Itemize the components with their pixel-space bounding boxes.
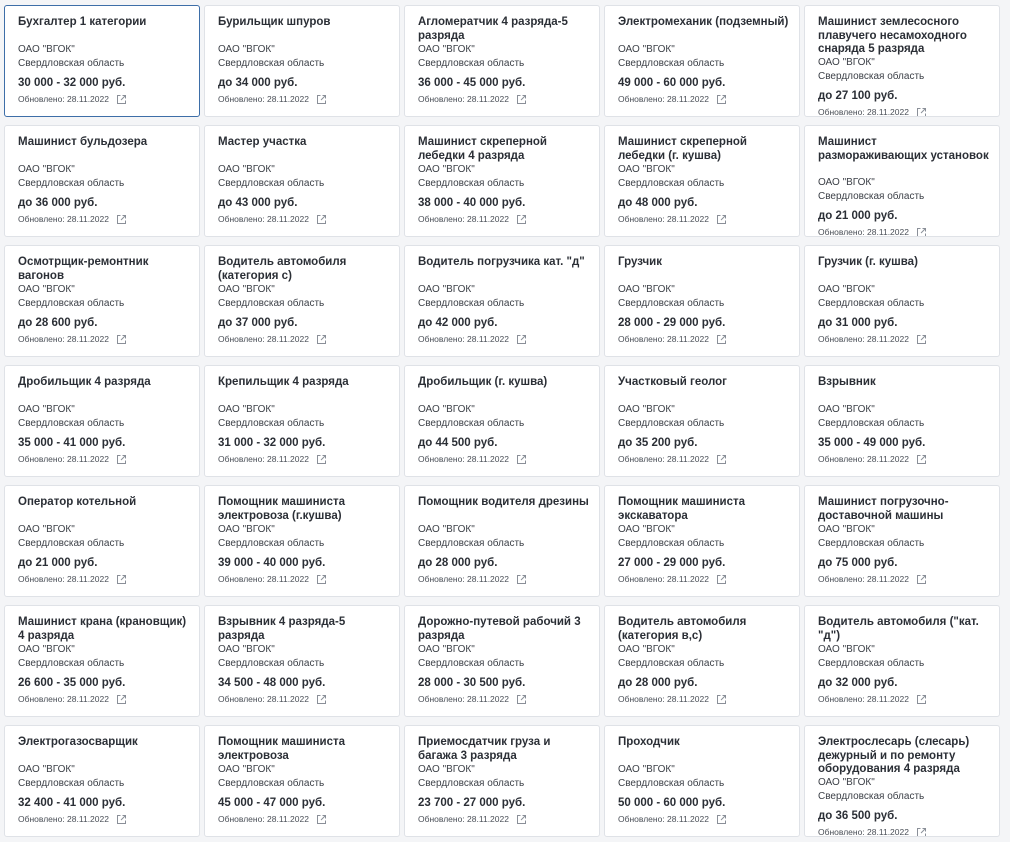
vacancy-title[interactable]: Приемосдатчик груза и багажа 3 разряда — [418, 736, 551, 762]
vacancy-card[interactable] — [804, 5, 1000, 117]
updated-row — [818, 694, 989, 705]
external-link-icon[interactable] — [916, 574, 927, 585]
vacancy-card[interactable] — [604, 365, 800, 477]
updated-row — [818, 107, 989, 117]
updated-row — [18, 694, 189, 705]
vacancy-title[interactable]: Оператор котельной — [18, 496, 137, 508]
vacancy-card[interactable] — [404, 485, 600, 597]
region: Свердловская область — [18, 657, 125, 669]
updated-date: Обновлено: 28.11.2022 — [218, 694, 309, 704]
updated-date: Обновлено: 28.11.2022 — [618, 334, 709, 344]
external-link-icon[interactable] — [316, 814, 327, 825]
company-name: ОАО "ВГОК" — [618, 764, 675, 775]
company-name: ОАО "ВГОК" — [18, 284, 75, 295]
salary: 32 400 - 41 000 руб. — [18, 797, 126, 809]
external-link-icon[interactable] — [316, 574, 327, 585]
external-link-icon[interactable] — [516, 694, 527, 705]
updated-date: Обновлено: 28.11.2022 — [18, 694, 109, 704]
updated-date: Обновлено: 28.11.2022 — [618, 454, 709, 464]
company-name: ОАО "ВГОК" — [18, 404, 75, 415]
region: Свердловская область — [618, 297, 725, 309]
updated-row — [418, 814, 589, 825]
salary: 31 000 - 32 000 руб. — [218, 437, 326, 449]
external-link-icon[interactable] — [716, 454, 727, 465]
updated-date: Обновлено: 28.11.2022 — [218, 214, 309, 224]
region: Свердловская область — [618, 537, 725, 549]
updated-date: Обновлено: 28.11.2022 — [818, 574, 909, 584]
salary: до 28 000 руб. — [618, 677, 698, 689]
vacancy-title[interactable]: Дробильщик 4 разряда — [18, 376, 151, 388]
updated-row — [218, 454, 389, 465]
vacancy-title[interactable]: Дробильщик (г. кушва) — [418, 376, 548, 388]
updated-date: Обновлено: 28.11.2022 — [218, 814, 309, 824]
updated-date: Обновлено: 28.11.2022 — [618, 94, 709, 104]
salary: до 44 500 руб. — [418, 437, 498, 449]
updated-row — [218, 94, 389, 105]
updated-row — [18, 814, 189, 825]
updated-date: Обновлено: 28.11.2022 — [818, 227, 909, 237]
company-name: ОАО "ВГОК" — [618, 284, 675, 295]
external-link-icon[interactable] — [316, 214, 327, 225]
updated-row — [418, 694, 589, 705]
salary: до 32 000 руб. — [818, 677, 898, 689]
updated-row — [818, 574, 989, 585]
salary: до 21 000 руб. — [18, 557, 98, 569]
vacancy-card[interactable] — [404, 605, 600, 717]
external-link-icon[interactable] — [716, 814, 727, 825]
external-link-icon[interactable] — [916, 454, 927, 465]
region: Свердловская область — [18, 57, 125, 69]
vacancy-title[interactable]: Водитель автомобиля (категория с) — [218, 256, 347, 282]
company-name: ОАО "ВГОК" — [818, 777, 875, 788]
vacancy-card[interactable] — [4, 245, 200, 357]
salary: 26 600 - 35 000 руб. — [18, 677, 126, 689]
salary: до 34 000 руб. — [218, 77, 298, 89]
external-link-icon[interactable] — [716, 334, 727, 345]
updated-date: Обновлено: 28.11.2022 — [18, 454, 109, 464]
external-link-icon[interactable] — [516, 334, 527, 345]
region: Свердловская область — [18, 777, 125, 789]
updated-row — [818, 827, 989, 837]
region: Свердловская область — [218, 537, 325, 549]
company-name: ОАО "ВГОК" — [418, 404, 475, 415]
updated-date: Обновлено: 28.11.2022 — [18, 214, 109, 224]
vacancy-card[interactable] — [804, 245, 1000, 357]
salary: 27 000 - 29 000 руб. — [618, 557, 726, 569]
external-link-icon[interactable] — [116, 94, 127, 105]
company-name: ОАО "ВГОК" — [218, 284, 275, 295]
updated-date: Обновлено: 28.11.2022 — [18, 334, 109, 344]
salary: до 43 000 руб. — [218, 197, 298, 209]
region: Свердловская область — [18, 177, 125, 189]
salary: 45 000 - 47 000 руб. — [218, 797, 326, 809]
region: Свердловская область — [618, 657, 725, 669]
company-name: ОАО "ВГОК" — [18, 44, 75, 55]
salary: до 75 000 руб. — [818, 557, 898, 569]
salary: 39 000 - 40 000 руб. — [218, 557, 326, 569]
external-link-icon[interactable] — [916, 107, 927, 117]
vacancy-title[interactable]: Машинист погрузочно-доставочной машины — [818, 496, 949, 522]
vacancy-title[interactable]: Проходчик — [618, 736, 680, 748]
vacancy-card[interactable] — [804, 365, 1000, 477]
region: Свердловская область — [18, 417, 125, 429]
updated-date: Обновлено: 28.11.2022 — [618, 574, 709, 584]
updated-date: Обновлено: 28.11.2022 — [418, 814, 509, 824]
vacancy-card[interactable] — [604, 125, 800, 237]
updated-row — [618, 694, 789, 705]
updated-row — [218, 214, 389, 225]
region: Свердловская область — [218, 297, 325, 309]
external-link-icon[interactable] — [916, 827, 927, 837]
region: Свердловская область — [218, 57, 325, 69]
vacancy-title[interactable]: Электромеханик (подземный) — [618, 16, 789, 28]
vacancy-card[interactable] — [804, 485, 1000, 597]
updated-date: Обновлено: 28.11.2022 — [18, 94, 109, 104]
vacancy-title[interactable]: Помощник водителя дрезины — [418, 496, 589, 508]
updated-date: Обновлено: 28.11.2022 — [18, 574, 109, 584]
region: Свердловская область — [818, 657, 925, 669]
region: Свердловская область — [418, 177, 525, 189]
vacancy-card[interactable] — [204, 605, 400, 717]
company-name: ОАО "ВГОК" — [418, 44, 475, 55]
region: Свердловская область — [418, 417, 525, 429]
vacancy-title[interactable]: Водитель автомобиля (категория в,с) — [618, 616, 747, 642]
vacancy-card[interactable] — [204, 725, 400, 837]
updated-row — [818, 227, 989, 237]
salary: 35 000 - 41 000 руб. — [18, 437, 126, 449]
vacancy-title[interactable]: Машинист землесосного плавучего несамоходного снаряда 5 разряда — [818, 16, 967, 55]
updated-row — [18, 214, 189, 225]
updated-date: Обновлено: 28.11.2022 — [218, 94, 309, 104]
salary: 34 500 - 48 000 руб. — [218, 677, 326, 689]
updated-date: Обновлено: 28.11.2022 — [418, 574, 509, 584]
salary: до 21 000 руб. — [818, 210, 898, 222]
vacancy-card[interactable] — [204, 5, 400, 117]
vacancy-card[interactable] — [4, 725, 200, 837]
updated-row — [618, 814, 789, 825]
external-link-icon[interactable] — [516, 454, 527, 465]
vacancy-card[interactable] — [4, 5, 200, 117]
company-name: ОАО "ВГОК" — [418, 284, 475, 295]
updated-date: Обновлено: 28.11.2022 — [418, 214, 509, 224]
updated-row — [218, 694, 389, 705]
vacancy-card[interactable] — [804, 725, 1000, 837]
salary: до 36 000 руб. — [18, 197, 98, 209]
vacancy-title[interactable]: Машинист скреперной лебедки (г. кушва) — [618, 136, 747, 162]
region: Свердловская область — [618, 57, 725, 69]
region: Свердловская область — [418, 57, 525, 69]
vacancy-card[interactable] — [604, 5, 800, 117]
updated-row — [418, 574, 589, 585]
company-name: ОАО "ВГОК" — [218, 404, 275, 415]
vacancy-title[interactable]: Взрывник — [818, 376, 876, 388]
updated-row — [618, 574, 789, 585]
vacancy-title[interactable]: Помощник машиниста электровоза — [218, 736, 346, 762]
vacancy-card[interactable] — [604, 485, 800, 597]
vacancy-card[interactable] — [404, 365, 600, 477]
updated-date: Обновлено: 28.11.2022 — [418, 454, 509, 464]
region: Свердловская область — [418, 777, 525, 789]
salary: до 28 600 руб. — [18, 317, 98, 329]
updated-row — [18, 454, 189, 465]
updated-date: Обновлено: 28.11.2022 — [218, 574, 309, 584]
external-link-icon[interactable] — [516, 574, 527, 585]
updated-date: Обновлено: 28.11.2022 — [818, 827, 909, 837]
external-link-icon[interactable] — [116, 694, 127, 705]
updated-row — [818, 334, 989, 345]
vacancy-card[interactable] — [804, 605, 1000, 717]
updated-row — [818, 454, 989, 465]
company-name: ОАО "ВГОК" — [218, 764, 275, 775]
vacancy-title[interactable]: Электрослесарь (слесарь) дежурный и по ремонту оборудования 4 разряда — [818, 736, 970, 775]
updated-date: Обновлено: 28.11.2022 — [218, 454, 309, 464]
company-name: ОАО "ВГОК" — [418, 164, 475, 175]
vacancy-card[interactable] — [604, 725, 800, 837]
company-name: ОАО "ВГОК" — [618, 164, 675, 175]
company-name: ОАО "ВГОК" — [218, 44, 275, 55]
external-link-icon[interactable] — [516, 814, 527, 825]
vacancy-title[interactable]: Агломератчик 4 разряда-5 разряда — [418, 16, 568, 42]
region: Свердловская область — [18, 537, 125, 549]
region: Свердловская область — [818, 790, 925, 802]
region: Свердловская область — [218, 417, 325, 429]
updated-date: Обновлено: 28.11.2022 — [818, 694, 909, 704]
vacancy-title[interactable]: Машинист скреперной лебедки 4 разряда — [418, 136, 547, 162]
salary: до 48 000 руб. — [618, 197, 698, 209]
vacancy-title[interactable]: Машинист размораживающих установок — [818, 136, 989, 162]
updated-date: Обновлено: 28.11.2022 — [618, 814, 709, 824]
vacancy-title[interactable]: Помощник машиниста электровоза (г.кушва) — [218, 496, 346, 522]
external-link-icon[interactable] — [116, 574, 127, 585]
company-name: ОАО "ВГОК" — [618, 644, 675, 655]
vacancy-title[interactable]: Машинист бульдозера — [18, 136, 148, 148]
external-link-icon[interactable] — [316, 454, 327, 465]
updated-row — [218, 814, 389, 825]
updated-row — [418, 454, 589, 465]
company-name: ОАО "ВГОК" — [618, 404, 675, 415]
salary: до 31 000 руб. — [818, 317, 898, 329]
vacancy-title[interactable]: Водитель автомобиля ("кат. "д") — [818, 616, 979, 642]
updated-date: Обновлено: 28.11.2022 — [818, 334, 909, 344]
vacancy-card[interactable] — [604, 245, 800, 357]
salary: до 37 000 руб. — [218, 317, 298, 329]
vacancy-title[interactable]: Мастер участка — [218, 136, 307, 148]
updated-row — [418, 94, 589, 105]
company-name: ОАО "ВГОК" — [218, 524, 275, 535]
salary: 50 000 - 60 000 руб. — [618, 797, 726, 809]
region: Свердловская область — [818, 537, 925, 549]
external-link-icon[interactable] — [716, 574, 727, 585]
external-link-icon[interactable] — [316, 694, 327, 705]
vacancy-title[interactable]: Водитель погрузчика кат. "д" — [418, 256, 585, 268]
updated-row — [618, 454, 789, 465]
region: Свердловская область — [218, 777, 325, 789]
region: Свердловская область — [618, 777, 725, 789]
vacancy-title[interactable]: Грузчик (г. кушва) — [818, 256, 918, 268]
salary: 36 000 - 45 000 руб. — [418, 77, 526, 89]
company-name: ОАО "ВГОК" — [18, 644, 75, 655]
updated-date: Обновлено: 28.11.2022 — [418, 694, 509, 704]
updated-row — [18, 334, 189, 345]
vacancy-title[interactable]: Грузчик — [618, 256, 662, 268]
company-name: ОАО "ВГОК" — [818, 404, 875, 415]
region: Свердловская область — [818, 417, 925, 429]
updated-row — [618, 94, 789, 105]
salary: 23 700 - 27 000 руб. — [418, 797, 526, 809]
company-name: ОАО "ВГОК" — [18, 524, 75, 535]
region: Свердловская область — [618, 177, 725, 189]
updated-row — [418, 334, 589, 345]
vacancy-title[interactable]: Участковый геолог — [618, 376, 727, 388]
updated-date: Обновлено: 28.11.2022 — [418, 334, 509, 344]
region: Свердловская область — [818, 190, 925, 202]
company-name: ОАО "ВГОК" — [818, 284, 875, 295]
external-link-icon[interactable] — [516, 94, 527, 105]
vacancy-card[interactable] — [4, 485, 200, 597]
vacancy-card[interactable] — [204, 485, 400, 597]
vacancy-title[interactable]: Машинист крана (крановщик) 4 разряда — [18, 616, 187, 642]
company-name: ОАО "ВГОК" — [818, 57, 875, 68]
company-name: ОАО "ВГОК" — [618, 44, 675, 55]
updated-date: Обновлено: 28.11.2022 — [418, 94, 509, 104]
updated-date: Обновлено: 28.11.2022 — [818, 107, 909, 117]
vacancy-card[interactable] — [804, 125, 1000, 237]
updated-date: Обновлено: 28.11.2022 — [218, 334, 309, 344]
external-link-icon[interactable] — [916, 227, 927, 237]
company-name: ОАО "ВГОК" — [218, 164, 275, 175]
company-name: ОАО "ВГОК" — [18, 164, 75, 175]
company-name: ОАО "ВГОК" — [818, 524, 875, 535]
updated-row — [618, 334, 789, 345]
vacancy-title[interactable]: Электрогазосварщик — [18, 736, 138, 748]
vacancy-card[interactable] — [604, 605, 800, 717]
company-name: ОАО "ВГОК" — [418, 764, 475, 775]
company-name: ОАО "ВГОК" — [418, 644, 475, 655]
region: Свердловская область — [218, 657, 325, 669]
updated-date: Обновлено: 28.11.2022 — [618, 214, 709, 224]
updated-row — [418, 214, 589, 225]
external-link-icon[interactable] — [116, 214, 127, 225]
vacancy-card[interactable] — [204, 365, 400, 477]
vacancy-title[interactable]: Взрывник 4 разряда-5 разряда — [218, 616, 346, 642]
updated-date: Обновлено: 28.11.2022 — [618, 694, 709, 704]
vacancy-card[interactable] — [4, 125, 200, 237]
updated-row — [218, 574, 389, 585]
region: Свердловская область — [418, 657, 525, 669]
company-name: ОАО "ВГОК" — [218, 644, 275, 655]
region: Свердловская область — [18, 297, 125, 309]
salary: до 28 000 руб. — [418, 557, 498, 569]
external-link-icon[interactable] — [716, 694, 727, 705]
vacancy-grid — [4, 5, 1004, 837]
external-link-icon[interactable] — [116, 814, 127, 825]
vacancy-card[interactable] — [404, 125, 600, 237]
salary: 28 000 - 30 500 руб. — [418, 677, 526, 689]
salary: 49 000 - 60 000 руб. — [618, 77, 726, 89]
vacancy-card[interactable] — [4, 365, 200, 477]
external-link-icon[interactable] — [916, 334, 927, 345]
external-link-icon[interactable] — [516, 214, 527, 225]
region: Свердловская область — [418, 537, 525, 549]
vacancy-card[interactable] — [204, 125, 400, 237]
salary: до 27 100 руб. — [818, 90, 898, 102]
vacancy-title[interactable]: Бурильщик шпуров — [218, 16, 331, 28]
company-name: ОАО "ВГОК" — [618, 524, 675, 535]
company-name: ОАО "ВГОК" — [818, 177, 875, 188]
vacancy-card[interactable] — [204, 245, 400, 357]
external-link-icon[interactable] — [716, 94, 727, 105]
external-link-icon[interactable] — [916, 694, 927, 705]
vacancy-card[interactable] — [404, 245, 600, 357]
salary: 38 000 - 40 000 руб. — [418, 197, 526, 209]
salary: 30 000 - 32 000 руб. — [18, 77, 126, 89]
vacancy-title[interactable]: Помощник машиниста экскаватора — [618, 496, 746, 522]
updated-row — [218, 334, 389, 345]
vacancy-title[interactable]: Крепильщик 4 разряда — [218, 376, 349, 388]
company-name: ОАО "ВГОК" — [818, 644, 875, 655]
external-link-icon[interactable] — [716, 214, 727, 225]
external-link-icon[interactable] — [316, 94, 327, 105]
external-link-icon[interactable] — [116, 334, 127, 345]
vacancy-title[interactable]: Бухгалтер 1 категории — [18, 16, 147, 28]
company-name: ОАО "ВГОК" — [18, 764, 75, 775]
region: Свердловская область — [418, 297, 525, 309]
salary: 35 000 - 49 000 руб. — [818, 437, 926, 449]
salary: до 36 500 руб. — [818, 810, 898, 822]
region: Свердловская область — [218, 177, 325, 189]
vacancy-card[interactable] — [4, 605, 200, 717]
vacancy-title[interactable]: Осмотрщик-ремонтник вагонов — [18, 256, 149, 282]
vacancy-title[interactable]: Дорожно-путевой рабочий 3 разряда — [418, 616, 581, 642]
company-name: ОАО "ВГОК" — [418, 524, 475, 535]
salary: до 35 200 руб. — [618, 437, 698, 449]
updated-row — [618, 214, 789, 225]
region: Свердловская область — [618, 417, 725, 429]
updated-row — [18, 574, 189, 585]
updated-row — [18, 94, 189, 105]
updated-date: Обновлено: 28.11.2022 — [818, 454, 909, 464]
vacancy-card[interactable] — [404, 725, 600, 837]
salary: до 42 000 руб. — [418, 317, 498, 329]
external-link-icon[interactable] — [316, 334, 327, 345]
vacancy-card[interactable] — [404, 5, 600, 117]
updated-date: Обновлено: 28.11.2022 — [18, 814, 109, 824]
external-link-icon[interactable] — [116, 454, 127, 465]
salary: 28 000 - 29 000 руб. — [618, 317, 726, 329]
region: Свердловская область — [818, 297, 925, 309]
region: Свердловская область — [818, 70, 925, 82]
